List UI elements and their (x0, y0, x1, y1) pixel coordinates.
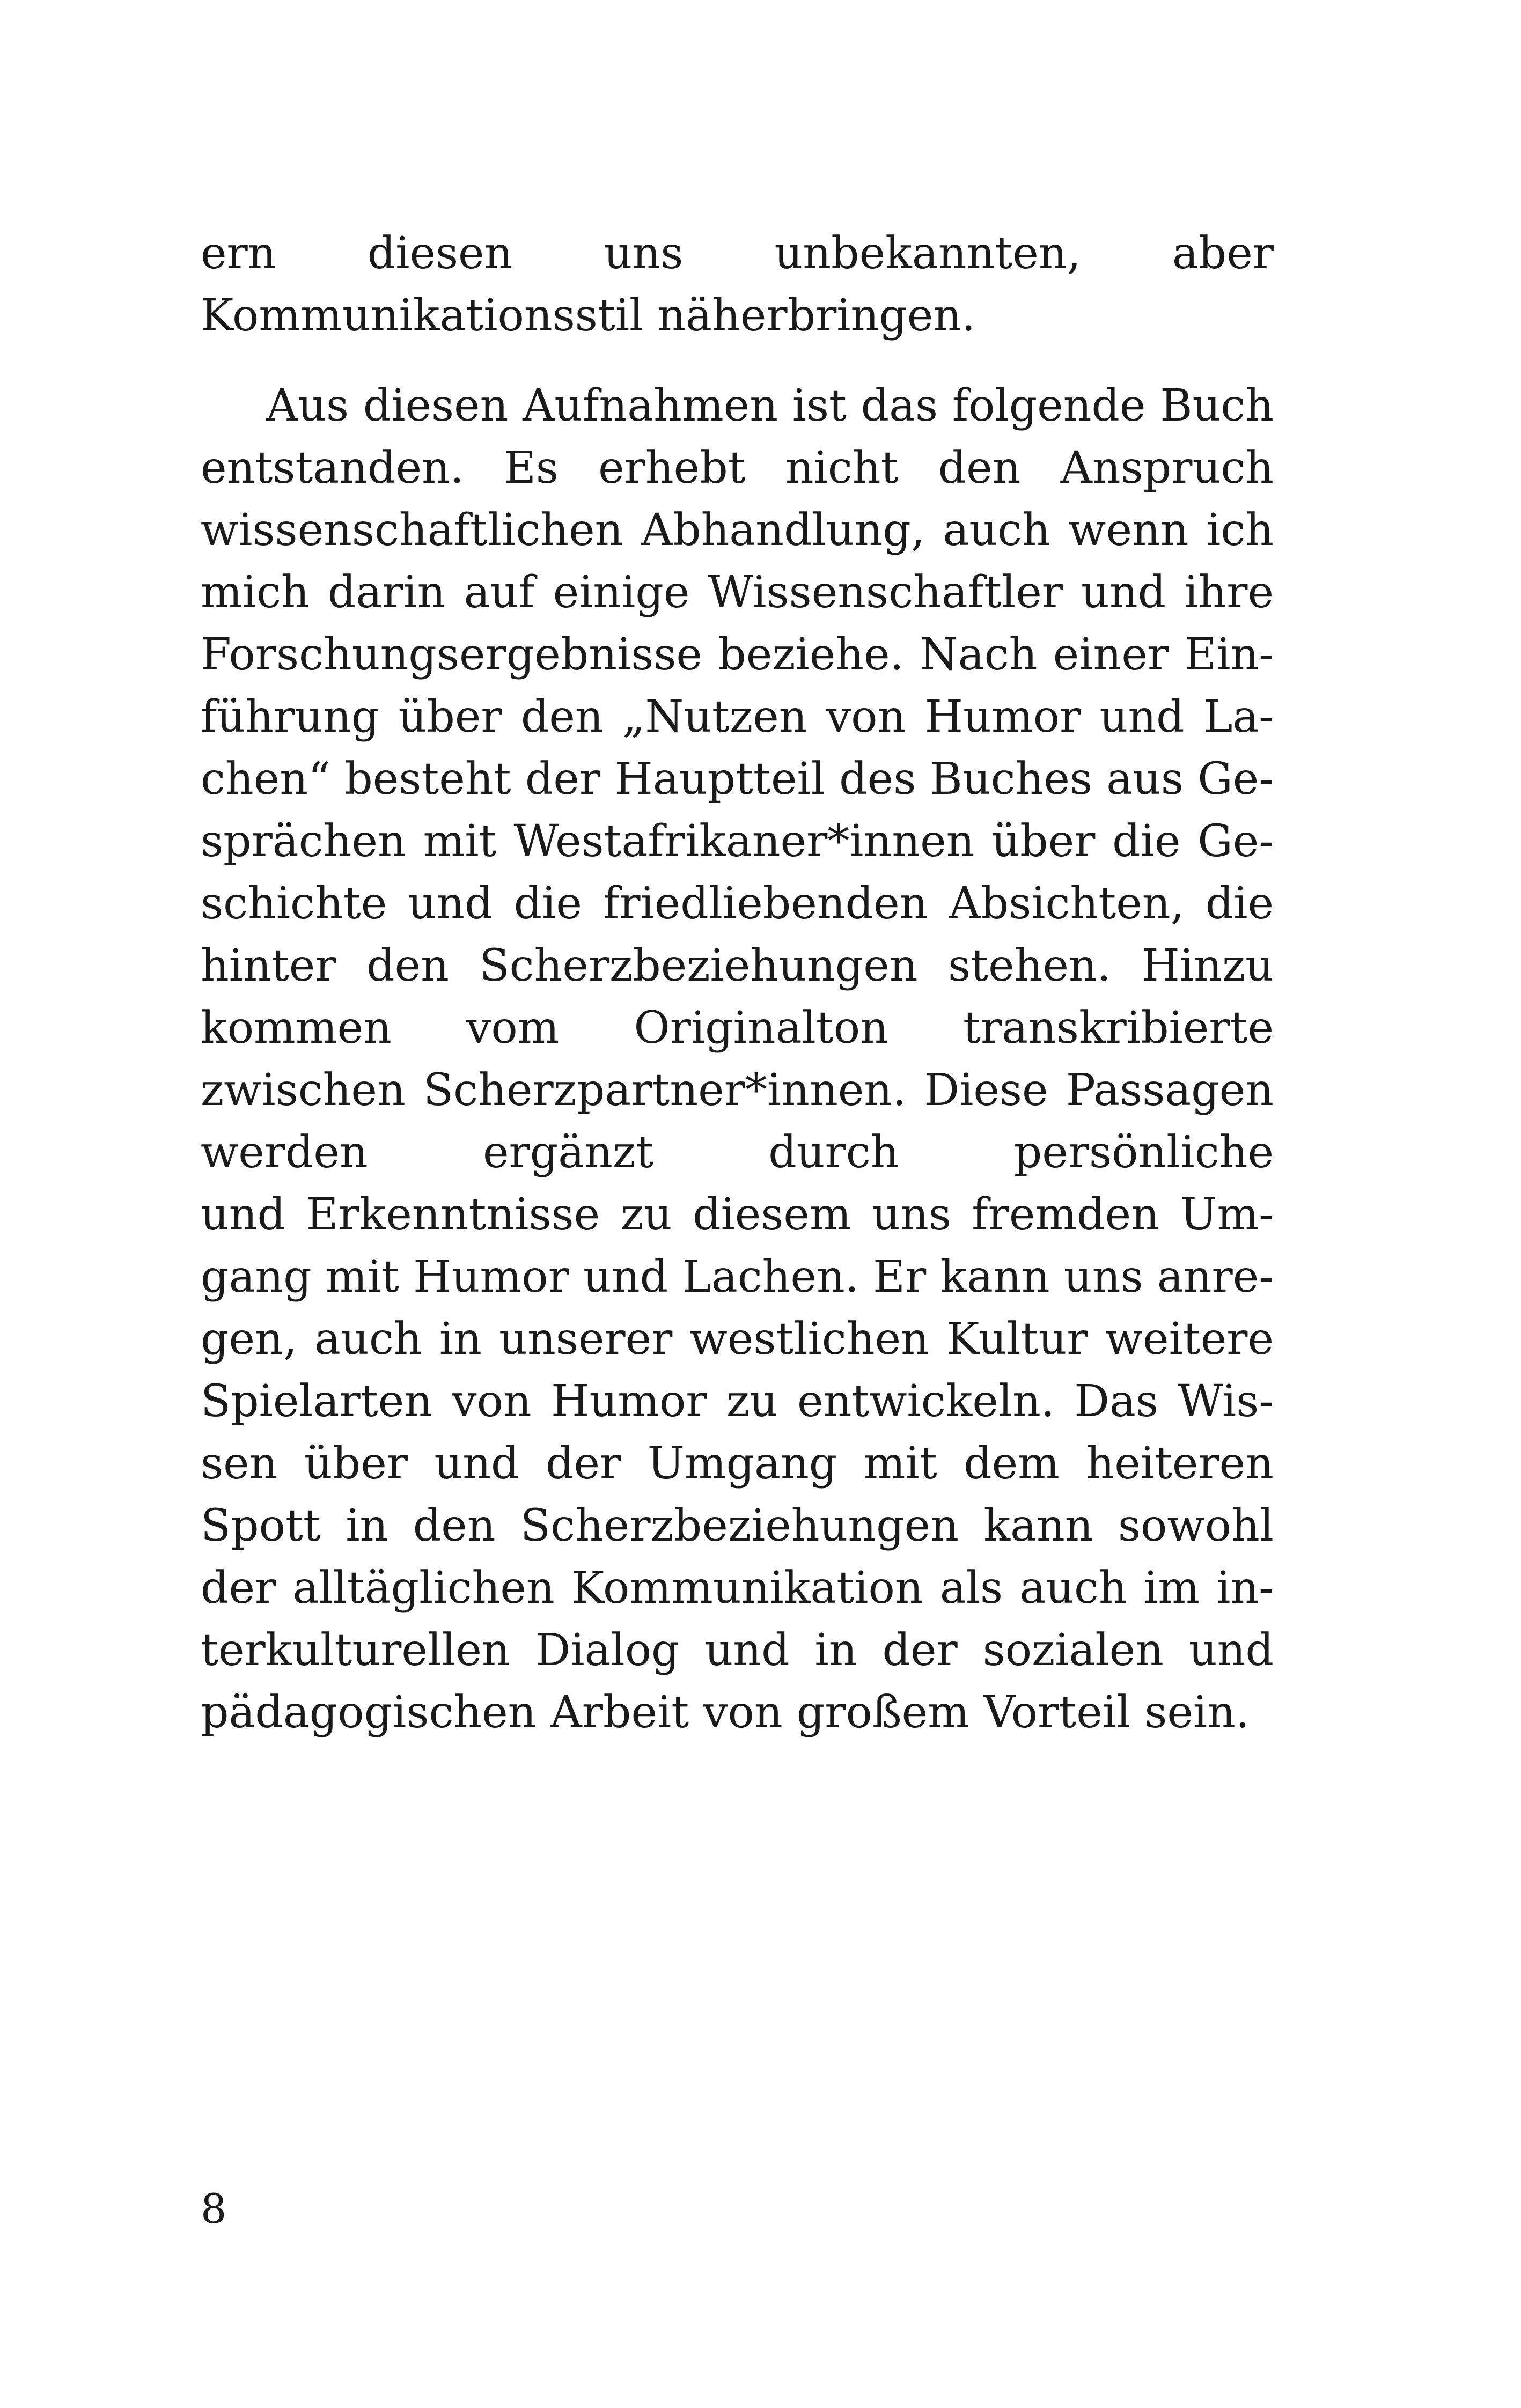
text-line: Spielarten von Humor zu entwickeln. Das Wis- (201, 1376, 1274, 1427)
text-line: Aus diesen Aufnahmen ist das folgende Buch (266, 380, 1274, 431)
body-text (201, 223, 1274, 1744)
text-line: Kommunikationsstil näherbringen. (201, 290, 976, 341)
text-line: Forschungsergebnisse beziehe. Nach einer Ein- (201, 629, 1274, 680)
text-line: sprächen mit Westafrikaner*innen über die Ge- (201, 816, 1274, 867)
text-line: Spott in den Scherzbeziehungen kann sowohl (201, 1500, 1274, 1551)
text-line: gen, auch in unserer westlichen Kultur weitere (201, 1314, 1274, 1365)
text-line: entstanden. Es erhebt nicht den Anspruch (201, 443, 1274, 494)
paragraph-2 (201, 375, 1274, 1744)
text-line: chen“ besteht der Hauptteil des Buches aus Ge- (201, 754, 1274, 805)
text-line: der alltäglichen Kommunikation als auch im in- (201, 1563, 1274, 1614)
text-line: sen über und der Umgang mit dem heiteren (201, 1438, 1274, 1489)
text-line: zwischen Scherzpartner*innen. Diese Passagen (201, 1065, 1274, 1116)
text-line: schichte und die friedliebenden Absichten, die (201, 878, 1274, 929)
text-line: pädagogischen Arbeit von großem Vorteil sein. (201, 1687, 1250, 1738)
text-line: kommen vom Originalton transkribierte (201, 1003, 1274, 1054)
text-line: hinter den Scherzbeziehungen stehen. Hinzu (201, 940, 1274, 991)
text-line: mich darin auf einige Wissenschaftler und ihre (201, 567, 1274, 618)
paragraph-1 (201, 223, 1274, 347)
text-line: terkulturellen Dialog und in der sozialen und (201, 1625, 1274, 1676)
text-line: ern diesen uns unbekannten, aber (201, 228, 1274, 279)
page-number: 8 (201, 2185, 227, 2233)
text-line: wissenschaftlichen Abhandlung, auch wenn ich (201, 505, 1274, 556)
text-line: werden ergänzt durch persönliche (201, 1127, 1274, 1178)
text-line: gang mit Humor und Lachen. Er kann uns anre- (201, 1251, 1274, 1302)
text-line: führung über den „Nutzen von Humor und La- (201, 691, 1274, 742)
paragraph-spacer (201, 347, 1274, 375)
text-line: und Erkenntnisse zu diesem uns fremden Um- (201, 1189, 1274, 1240)
